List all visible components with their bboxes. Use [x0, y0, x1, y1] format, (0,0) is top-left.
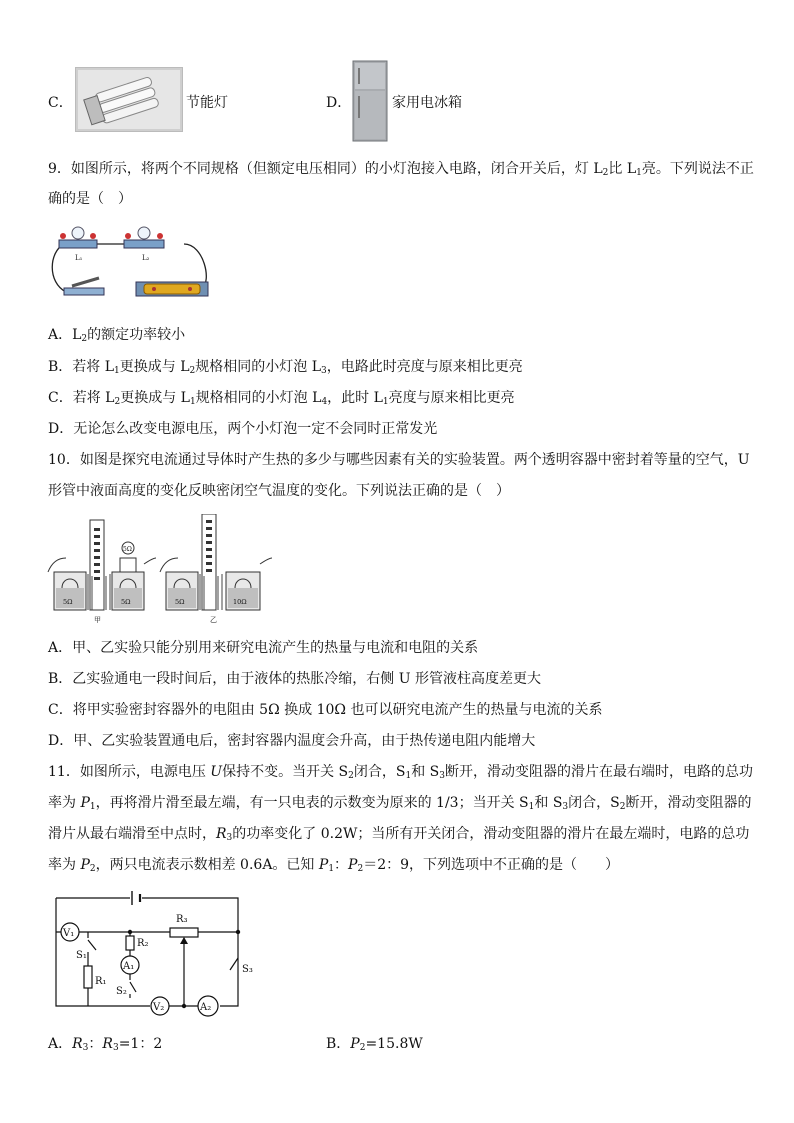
q9-text: ，此时 L	[327, 390, 383, 406]
q11-text: P	[350, 1036, 360, 1052]
resistor-r1-label: R₁	[95, 976, 107, 987]
resistor-r2-label: R₂	[137, 938, 149, 949]
subscript: 1	[528, 802, 535, 812]
option-d-label: D．	[326, 95, 352, 111]
q9-text: 规格相同的小灯泡 L	[195, 390, 322, 406]
resistor-r3-label: R₃	[176, 914, 188, 925]
lamp-l2-label: L₂	[142, 254, 150, 262]
q11-text: 的功率变化了 0.2W；当所有开关闭合，滑动变阻器的滑片在最左端时，电路的总功	[232, 826, 750, 842]
q9-option-d: D．无论怎么改变电源电压，两个小灯泡一定不会同时正常发光	[48, 421, 438, 437]
resistor-10ohm-label: 10Ω	[233, 598, 247, 606]
q10-option-c: C．将甲实验密封容器外的电阻由 5Ω 换成 10Ω 也可以研究电流产生的热量与电流的关系	[48, 702, 603, 718]
q11-text: 断开，滑动变阻器的滑片在最右端时，电路的总功	[444, 764, 753, 780]
subscript: 1	[405, 771, 412, 781]
q9-text: 规格相同的小灯泡 L	[195, 359, 322, 375]
subscript: 2	[114, 397, 121, 407]
q11-stem-line2	[48, 793, 751, 817]
q9-text: 亮度与原来相比更亮	[388, 390, 515, 406]
q11-text: ，两只电流表示数相差 0.6A。已知	[95, 857, 319, 873]
energy-saving-lamp-image	[75, 67, 183, 132]
q11-stem-line3	[48, 824, 749, 848]
q9-text: 的额定功率较小	[87, 327, 186, 343]
subscript: 1	[114, 366, 120, 376]
setup-jia-label: 甲	[94, 616, 101, 624]
subscript: 4	[321, 397, 328, 407]
subscript: 3	[82, 1043, 89, 1053]
subscript: 3	[321, 366, 327, 376]
q9-text: A．L	[48, 327, 82, 343]
subscript: 1	[636, 168, 642, 178]
switch-s1-label: S₁	[76, 950, 87, 961]
q9-stem-line2: 确的是（ ）	[48, 191, 132, 207]
q11-text: ＝2：9，下列选项中不正确的是（ ）	[363, 857, 620, 873]
q11-text: ：	[88, 1036, 103, 1052]
voltmeter-v1-label: V₁	[63, 928, 75, 939]
q11-text: R	[216, 826, 227, 842]
q11-text: 和 S	[411, 764, 440, 780]
q9-text: C．若将 L	[48, 390, 115, 406]
switch-s2-label: S₂	[116, 986, 127, 997]
q9-option-c	[48, 388, 515, 412]
option-d-text: 家用电冰箱	[392, 95, 462, 111]
lamp-l1-label: L₁	[75, 254, 83, 262]
setup-yi-label: 乙	[210, 616, 217, 624]
q11-stem-line1	[48, 762, 753, 786]
q9-text: B．若将 L	[48, 359, 115, 375]
q11-text: 闭合，S	[353, 764, 406, 780]
q9-circuit-figure	[44, 222, 214, 302]
subscript: 2	[189, 366, 196, 376]
q9-text: 更换成与 L	[119, 359, 190, 375]
q11-text: P	[348, 857, 358, 873]
subscript: 3	[562, 802, 569, 812]
q9-stem-line1	[48, 159, 754, 183]
subscript: 2	[81, 334, 88, 344]
voltmeter-v2-label: V₂	[153, 1002, 165, 1013]
q9-text: 9．如图所示，将两个不同规格（但额定电压相同）的小灯泡接入电路，闭合开关后，灯 L	[48, 161, 603, 177]
q11-text: B．	[326, 1036, 351, 1052]
q11-text: P	[80, 795, 90, 811]
q11-text: ：	[334, 857, 349, 873]
q11-text: 率为	[48, 857, 81, 873]
q11-text: R	[102, 1036, 113, 1052]
q11-option-b	[326, 1034, 423, 1058]
q11-text: 和 S	[534, 795, 563, 811]
q11-text: ，再将滑片滑至最左端，有一只电表的示数变为原来的 1/3；当开关 S	[95, 795, 529, 811]
q11-text: 滑片从最右端滑至中点时，	[48, 826, 216, 842]
refrigerator-image	[352, 60, 388, 142]
q11-text: U	[210, 764, 223, 780]
subscript: 3	[226, 833, 233, 843]
q11-text: =1：2	[118, 1036, 163, 1052]
subscript: 2	[357, 864, 364, 874]
subscript: 1	[189, 397, 196, 407]
q9-option-a	[48, 325, 185, 349]
ammeter-a2-label: A₂	[200, 1002, 212, 1013]
q9-text: ，电路此时亮度与原来相比更亮	[326, 359, 523, 375]
option-c-text: 节能灯	[186, 95, 228, 111]
q11-text: 保持不变。当开关 S	[222, 764, 349, 780]
ammeter-a1-label: A₁	[123, 961, 135, 972]
resistor-5ohm-label: 5Ω	[63, 598, 73, 606]
subscript: 2	[619, 802, 626, 812]
subscript: 2	[89, 864, 96, 874]
q11-text: P	[318, 857, 329, 873]
q11-text: P	[80, 857, 90, 873]
resistor-5ohm-outside-label: 5Ω	[123, 546, 132, 553]
q10-option-d: D．甲、乙实验装置通电后，密封容器内温度会升高，由于热传递电阻内能增大	[48, 733, 536, 749]
q9-text: 更换成与 L	[120, 390, 190, 406]
q11-circuit-diagram	[50, 888, 266, 1018]
switch-s3-label: S₃	[242, 964, 253, 975]
q10-stem-line1: 10．如图是探究电流通过导体时产生热的多少与哪些因素有关的实验装置。两个透明容器中密封着等量的空气，U	[48, 452, 750, 468]
q11-text: 率为	[48, 795, 81, 811]
q11-text: 断开，滑动变阻器的	[625, 795, 752, 811]
q11-option-a	[48, 1034, 162, 1058]
subscript: 1	[328, 864, 335, 874]
q10-apparatus-figure	[44, 514, 274, 626]
q9-text: 比 L	[608, 161, 637, 177]
q9-text: 亮。下列说法不正	[641, 161, 754, 177]
q11-text: 闭合，S	[568, 795, 620, 811]
option-c-label: C．	[48, 95, 73, 111]
subscript: 2	[359, 1043, 366, 1053]
subscript: 2	[602, 168, 609, 178]
subscript: 1	[89, 802, 96, 812]
q10-option-b: B．乙实验通电一段时间后，由于液体的热胀冷缩，右侧 U 形管液柱高度差更大	[48, 671, 541, 687]
subscript: 1	[382, 397, 389, 407]
q9-option-b	[48, 357, 523, 381]
q10-stem-line2: 形管中液面高度的变化反映密闭空气温度的变化。下列说法正确的是（ ）	[48, 483, 510, 499]
q11-text: A．	[48, 1036, 73, 1052]
subscript: 3	[439, 771, 445, 781]
q11-text: =15.8W	[365, 1036, 423, 1052]
q10-option-a: A．甲、乙实验只能分别用来研究电流产生的热量与电流和电阻的关系	[48, 640, 479, 656]
q11-stem-line4	[48, 855, 619, 879]
subscript: 3	[112, 1043, 119, 1053]
subscript: 2	[348, 771, 354, 781]
q11-text: 11．如图所示，电源电压	[48, 764, 211, 780]
resistor-5ohm-label: 5Ω	[121, 598, 131, 606]
q11-text: R	[72, 1036, 83, 1052]
resistor-5ohm-label: 5Ω	[175, 598, 185, 606]
